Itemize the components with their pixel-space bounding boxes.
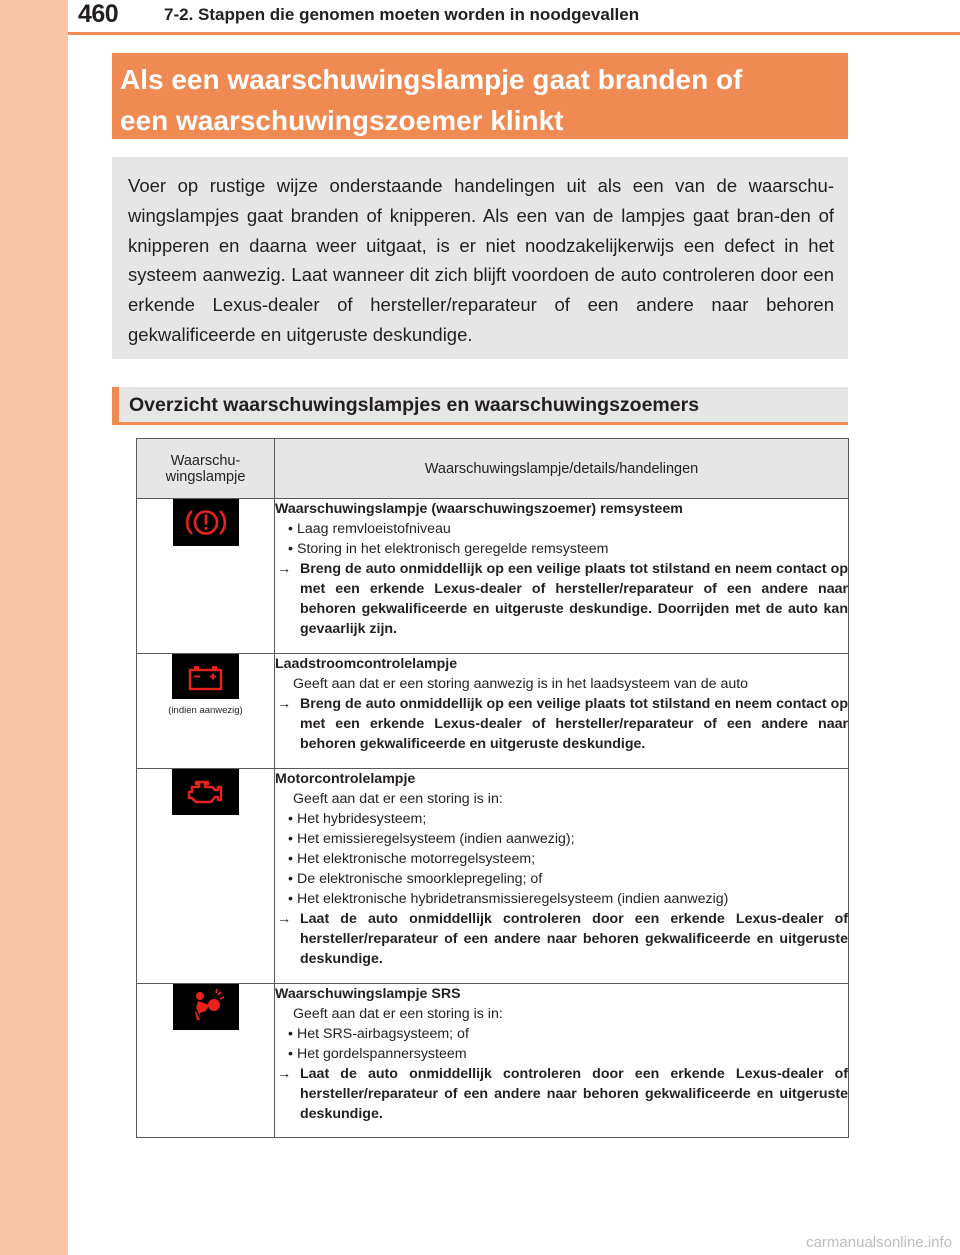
engine-icon [172,769,239,815]
column-header-lamp-line-2: wingslampje [165,468,246,485]
battery-icon [172,654,239,699]
detail-bullet: • De elektronische smoorklepregeling; of [275,869,848,889]
detail-bullet: • Het SRS-airbagsysteem; of [275,1024,848,1044]
arrow-icon: → [277,1066,292,1082]
action-instruction [275,559,848,639]
subsection-heading-box [112,387,848,425]
section-title-line-1: Als een waarschuwingslampje gaat branden of [120,64,743,95]
action-text: Laat de auto onmiddellijk controleren door een erkende Lexus-dealer of hersteller/reparateur of een andere naar behoren gekwalificeerde en uitgeruste deskundige. [300,1066,848,1122]
lamp-cell [137,984,275,1138]
lamp-availability-note: (indien aanwezig) [168,705,243,716]
detail-bullet: • Het emissieregelsysteem (indien aanwezig); [275,829,848,849]
action-text: Breng de auto onmiddellijk op een veilige plaats tot stilstand en neem contact op met een erkende Lexus-dealer of hersteller/reparateur of een andere naar behoren gekwalificeerde en uitgeruste deskundige. Doorrijden met de auto kan gevaarlijk zijn. [300,561,848,637]
lamp-title: Waarschuwingslampje (waarschuwingszoemer) remsysteem [275,501,683,517]
detail-bullet: • Storing in het elektronisch geregelde remsysteem [275,539,848,559]
heading-accent-bar [112,387,119,425]
action-text: Breng de auto onmiddellijk op een veilige plaats tot stilstand en neem contact op met een erkende Lexus-dealer of hersteller/reparateur of een andere naar behoren gekwalificeerde en uitgeruste deskundige. [300,696,848,752]
table-row [137,499,849,654]
section-title-box [112,53,848,139]
lamp-details [275,499,849,654]
arrow-icon: → [277,911,292,927]
lamp-title: Waarschuwingslampje SRS [275,986,461,1002]
detail-bullet: • Laag remvloeistofniveau [275,519,848,539]
lamp-details [275,769,849,984]
lamp-details [275,654,849,769]
page-number: 460 [78,0,119,28]
column-header-lamp-line-1: Waarschu- [170,452,241,469]
lamp-cell [137,654,275,769]
intro-text: Voer op rustige wijze onderstaande handelingen uit als een van de waarschu-wingslampjes gaat branden of knipperen. Als een van de lampjes gaat bran-den of knipperen en daarna weer uitgaat, is er niet noodzakelijkerwijs een defect in het systeem aanwezig. Laat wanneer dit zich blijft voordoen de auto controleren door een erkende Lexus-dealer of hersteller/reparateur of een andere naar behoren gekwalificeerde en uitgeruste deskundige. [128,175,834,345]
table-header-row [137,439,849,499]
lamp-title: Motorcontrolelampje [275,771,416,787]
detail-bullet: • Het gordelspannersysteem [275,1044,848,1064]
lamp-title: Laadstroomcontrolelampje [275,656,458,672]
table-row [137,984,849,1138]
table-row [137,654,849,769]
detail-text: Geeft aan dat er een storing is in: [293,791,503,807]
lamp-cell [137,499,275,654]
section-title [120,59,840,141]
intro-box [112,157,848,359]
detail-bullet: • Het elektronische hybridetransmissieregelsysteem (indien aanwezig) [275,889,848,909]
column-header-lamp [137,439,275,499]
table-row [137,769,849,984]
action-instruction [275,694,848,754]
action-instruction [275,1064,848,1124]
action-instruction [275,909,848,969]
header-rule [68,32,960,35]
detail-text: Geeft aan dat er een storing is in: [293,1006,503,1022]
action-text: Laat de auto onmiddellijk controleren door een erkende Lexus-dealer of hersteller/reparateur of een andere naar behoren gekwalificeerde en uitgeruste deskundige. [300,911,848,967]
warning-lamp-table [136,438,849,1138]
lamp-details [275,984,849,1138]
airbag-icon [173,984,239,1030]
arrow-icon: → [277,696,292,712]
heading-underline [112,422,848,425]
running-head: 7-2. Stappen die genomen moeten worden in noodgevallen [164,5,640,24]
page-side-tab [0,0,68,1255]
detail-bullet: • Het hybridesysteem; [275,809,848,829]
lamp-cell [137,769,275,984]
brake-warning-icon [173,499,239,546]
column-header-details: Waarschuwingslampje/details/handelingen [275,439,849,499]
detail-bullet: • Het elektronische motorregelsysteem; [275,849,848,869]
arrow-icon: → [277,561,292,577]
watermark: carmanualsonline.info [806,1234,952,1251]
subsection-heading: Overzicht waarschuwingslampjes en waarschuwingszoemers [129,394,700,416]
section-title-line-2: een waarschuwingszoemer klinkt [120,105,564,136]
detail-text: Geeft aan dat er een storing aanwezig is in het laadsysteem van de auto [293,676,749,692]
